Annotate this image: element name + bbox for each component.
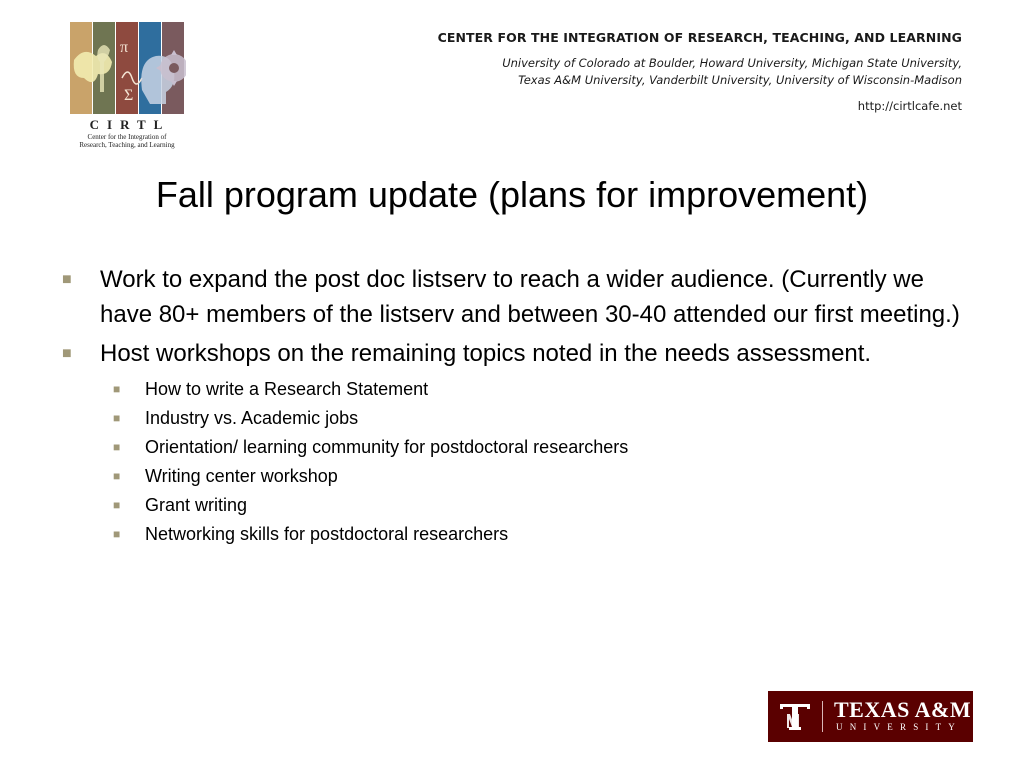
bullet-text: Work to expand the post doc listserv to reach a wider audience. (Currently we have 80+ members of the listserv and between 30-40 attended our first meeting.) <box>100 266 960 328</box>
bullet-item <box>58 336 968 371</box>
sub-bullet-item <box>58 491 968 520</box>
slide-title: Fall program update (plans for improvement) <box>155 174 869 215</box>
header <box>342 30 962 113</box>
sub-bullet-text: Industry vs. Academic jobs <box>145 408 359 428</box>
sub-bullet-text: Orientation/ learning community for postdoctoral researchers <box>145 437 629 457</box>
square-bullet-icon: ■ <box>113 440 121 454</box>
svg-text:π: π <box>120 39 129 56</box>
bullet-list <box>58 262 968 549</box>
texas-am-logo <box>768 691 973 742</box>
cirtl-tagline <box>68 133 186 149</box>
cirtl-tagline-line1: Center for the Integration of <box>87 133 167 141</box>
cirtl-letters: CIRTL <box>89 117 171 132</box>
cirtl-tagline-line2: Research, Teaching, and Learning <box>79 141 175 149</box>
center-name: CENTER FOR THE INTEGRATION OF RESEARCH, TEACHING, AND LEARNING <box>437 30 962 45</box>
cirtl-logo <box>68 20 186 152</box>
square-bullet-icon: ■ <box>113 382 121 396</box>
sub-bullet-text: Networking skills for postdoctoral researchers <box>145 524 509 544</box>
square-bullet-icon: ■ <box>62 345 72 362</box>
sub-bullet-item <box>58 462 968 491</box>
sub-bullet-text: How to write a Research Statement <box>145 379 429 399</box>
atm-monogram-icon <box>778 700 812 732</box>
square-bullet-icon: ■ <box>113 498 121 512</box>
texas-am-name: TEXAS A&M <box>834 697 972 722</box>
universities-line2: Texas A&M University, Vanderbilt University, University of Wisconsin-Madison <box>518 73 962 87</box>
sub-bullet-item <box>58 433 968 462</box>
texas-am-subtitle: UNIVERSITY <box>836 722 962 732</box>
square-bullet-icon: ■ <box>113 527 121 541</box>
sub-bullet-text: Writing center workshop <box>145 466 338 486</box>
square-bullet-icon: ■ <box>113 411 121 425</box>
sub-bullet-list <box>58 375 968 549</box>
sub-bullet-item <box>58 404 968 433</box>
square-bullet-icon: ■ <box>62 271 72 288</box>
svg-text:Σ: Σ <box>124 87 134 104</box>
universities-line1: University of Colorado at Boulder, Howard University, Michigan State University, <box>502 56 962 70</box>
sub-bullet-text: Grant writing <box>145 495 248 515</box>
sub-bullet-item <box>58 520 968 549</box>
website-url[interactable]: http://cirtlcafe.net <box>857 99 962 113</box>
square-bullet-icon: ■ <box>113 469 121 483</box>
logo-divider <box>822 701 823 732</box>
sub-bullet-item <box>58 375 968 404</box>
bullet-item <box>58 262 968 332</box>
bullet-text: Host workshops on the remaining topics noted in the needs assessment. <box>100 340 872 367</box>
cirtl-logo-graphic <box>68 20 186 116</box>
